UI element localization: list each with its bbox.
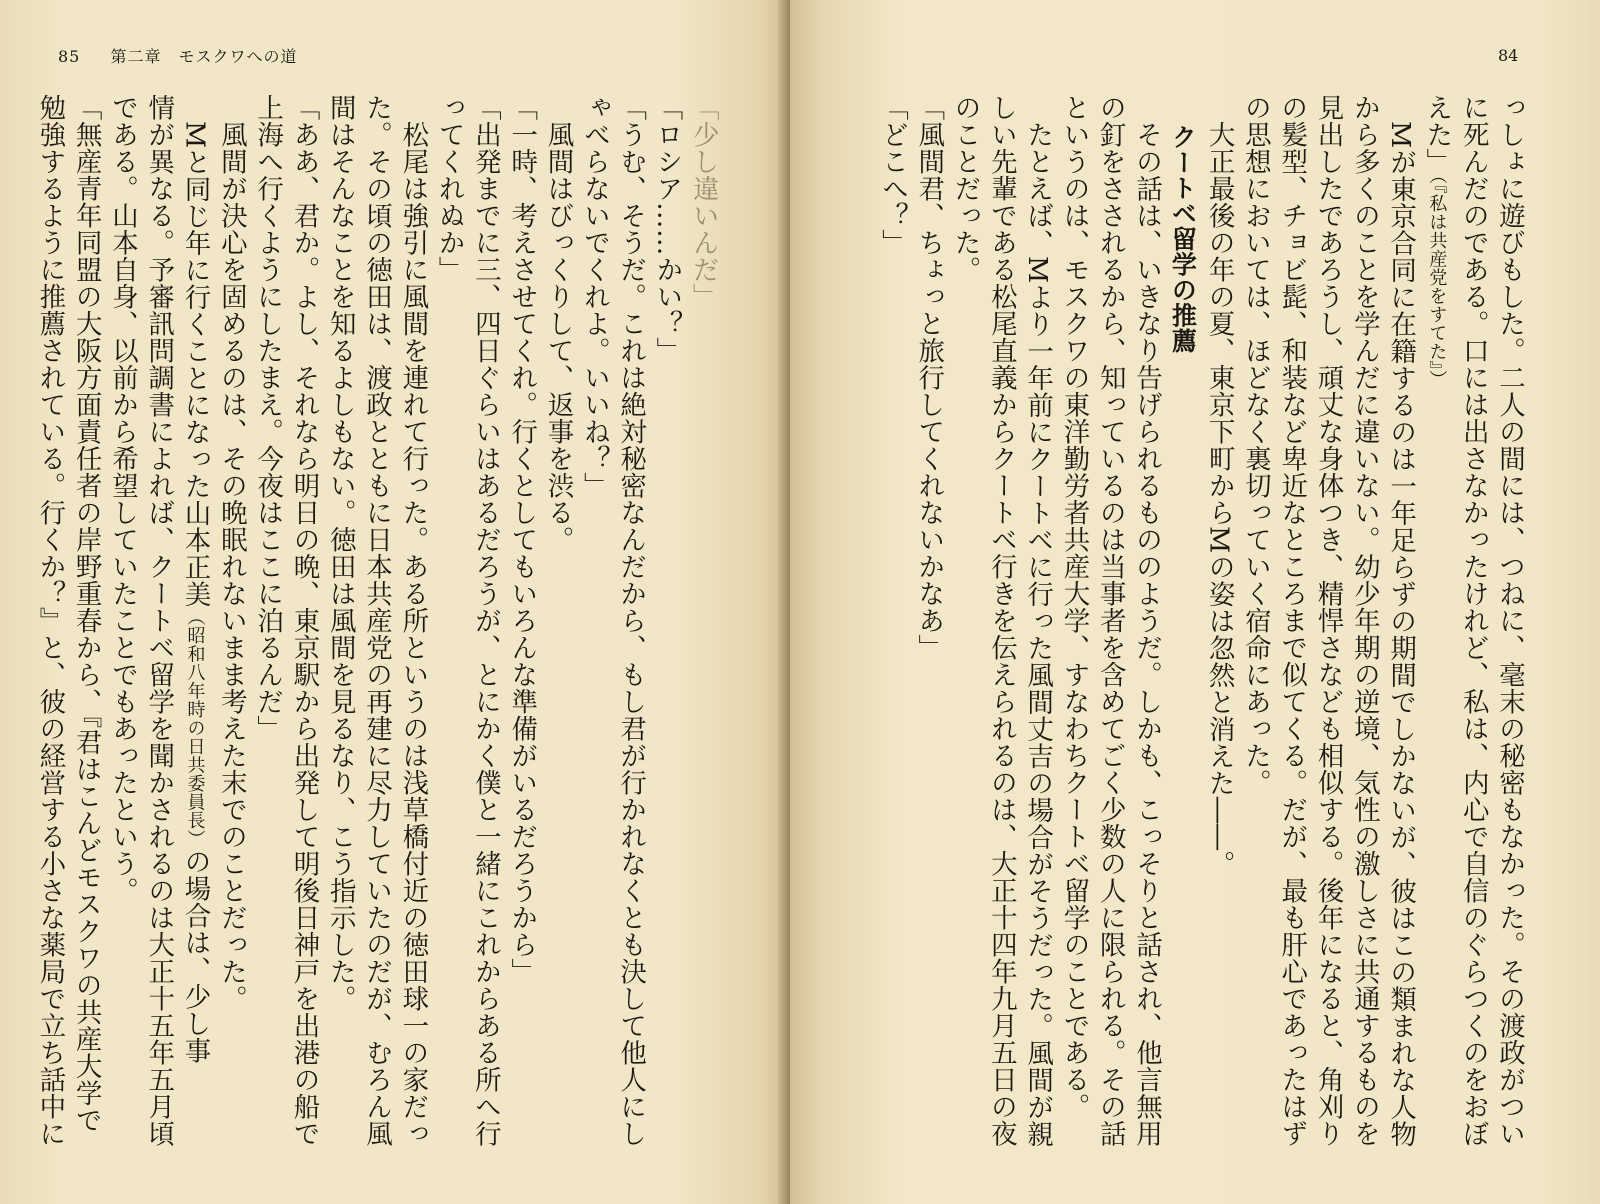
inline-annotation: （昭和八年時の日共委員長）	[184, 607, 206, 849]
left-page-header	[58, 44, 297, 67]
text-line: のことだった。	[949, 94, 981, 283]
text-line: 「どこへ？」	[876, 94, 908, 256]
line-tail: の場合は、少し事	[179, 848, 211, 1065]
quote-source: （『私は共産党をすてた』）	[1426, 175, 1448, 389]
text-line: 「一時、考えさせてくれ。行くとしてもいろんな準備がいるだろうから」	[506, 94, 538, 985]
section-heading: クートベ留学の推薦	[1168, 124, 1198, 354]
text-line: たとえば、Mより一年前にクートベに行った風間丈吉の場合がそうだった。風間が親	[1022, 94, 1054, 1148]
page-number-84: 84	[1498, 46, 1519, 65]
text-line: 「うむ、そうだ。これは絶対秘密なんだから、もし君が行かれなくとも決して他人にし	[615, 94, 647, 1147]
text-line	[726, 94, 753, 1144]
text-line: ゃべらないでくれよ。いいね？」	[578, 94, 610, 499]
text-line: ってくれぬか」	[433, 94, 465, 283]
text-line: の思想においては、ほどなく裏切っていく宿命にあった。	[1239, 94, 1271, 796]
text-line: である。山本自身、以前から希望していたことでもあったという。	[106, 94, 138, 904]
text-line: 「無産青年同盟の大阪方面責任者の岸野重春から、『君はこんどモスクワの共産大学で	[70, 94, 102, 1134]
text-line-with-source	[1421, 94, 1453, 1144]
running-title: 第二章 モスクワへの道	[110, 47, 298, 66]
right-body-text	[830, 94, 1525, 1148]
text-line: 「風間君、ちょっと旅行してくれないかなあ」	[913, 94, 945, 661]
text-line: 間はそんなことを知るよしもない。徳田は風間を見るなり、こう指示した。	[324, 94, 356, 1012]
text-line: から多くのことを学んだに違いない。幼少年期の逆境、気性の激しさに共通するものを	[1348, 94, 1380, 1147]
text-line: 松尾は強引に風間を連れて行った。ある所というのは浅草橋付近の徳田球一の家だっ	[397, 94, 429, 1147]
text-line: 「ロシア……かい？」	[651, 94, 683, 364]
text-line: というのは、モスクワの東洋勤労者共産大学、すなわちクートベ留学のことである。	[1058, 94, 1090, 1120]
text-line: しい先輩である松尾直義からクートベ行きを伝えられるのは、大正十四年九月五日の夜	[985, 94, 1017, 1147]
text-line: 「出発までに三、四日ぐらいはあるだろうが、とにかく僕と一緒にこれからある所へ行	[469, 94, 501, 1147]
text-line: その話は、いきなり告げられるもののようだ。しかも、こっそりと話され、他言無用	[1131, 94, 1163, 1147]
text-line: っしょに遊びもした。二人の間には、つねに、毫末の秘密もなかった。その渡政がつい	[1494, 94, 1525, 1147]
text-line: 大正最後の年の夏、東京下町からMの姿は忽然と消えた――。	[1203, 94, 1235, 878]
text-line: た。その頃の徳田は、渡政とともに日本共産党の再建に尽力していたのだが、むろん風	[361, 94, 393, 1147]
right-page	[790, 0, 1600, 1204]
left-body-text	[34, 94, 752, 1147]
text-line: 情が異なる。予審訊問調書によれば、クートベ留学を聞かされるのは大正十五年五月頃	[143, 94, 175, 1147]
text-line: 「少し違いんだ」	[687, 94, 719, 310]
left-page	[0, 0, 790, 1204]
text-line: 見出したであろうし、頑丈な身体つき、精悍さなども相似する。後年になると、角刈り	[1312, 94, 1344, 1147]
line-text: Mと同じ年に行くことになった山本正美	[179, 94, 211, 608]
text-line: 上海へ行くようにしたまえ。今夜はここに泊るんだ」	[252, 94, 284, 742]
text-line: に死んだのである。口には出さなかったけれど、私は、内心で自信のぐらつくのをおぼ	[1457, 94, 1489, 1147]
text-line-with-annotation	[179, 94, 211, 1144]
text-line: 勉強するように推薦されている。行くか？』と、彼の経営する小さな薬局で立ち話中に	[34, 94, 66, 1147]
text-line: Mが東京合同に在籍するのは一年足らずの期間でしかないが、彼はこの類まれな人物	[1385, 94, 1417, 1148]
text-line: の釘をさされるから、知っているのは当事者を含めてごく少数の人に限られる。その話	[1094, 94, 1126, 1147]
line-text: えた」	[1421, 94, 1453, 175]
text-line: 「ああ、君か。よし、それなら明日の晩、東京駅から出発して明後日神戸を出港の船で	[288, 94, 320, 1147]
text-line: 風間が決心を固めるのは、その晩眠れないまま考えた末でのことだった。	[215, 94, 247, 1012]
text-line: の髪型、チョビ髭、和装など卑近なところまで似てくる。だが、最も肝心であったはず	[1276, 94, 1308, 1147]
text-line: 風間はびっくりして、返事を渋る。	[542, 94, 574, 553]
page-number-85: 85	[58, 47, 81, 66]
